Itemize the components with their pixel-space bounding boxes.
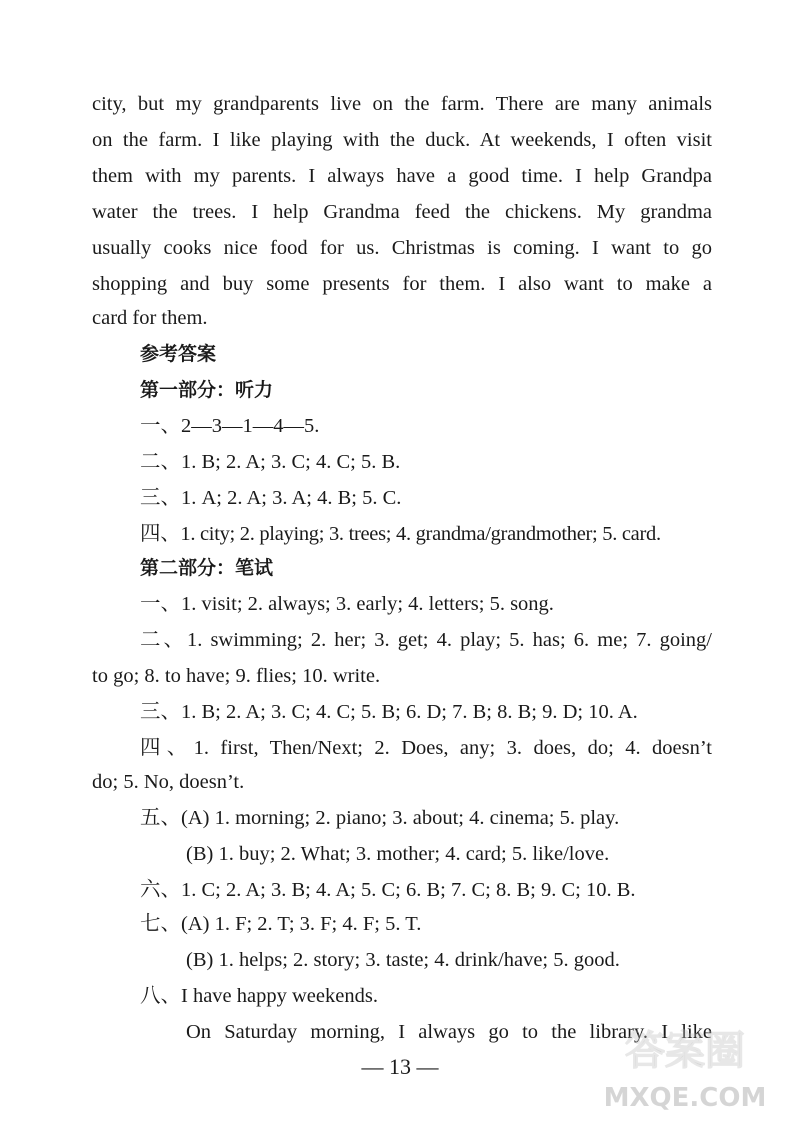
listening-section-heading: 第一部分：听力 — [140, 379, 274, 401]
answer-key-title: 参考答案 — [140, 343, 217, 365]
page-number: — 13 — — [361, 1054, 439, 1079]
listening-answer-4: 四、1. city; 2. playing; 3. trees; 4. grandma/grandmother; 5. card. — [140, 523, 661, 545]
writing-answer-5b: (B) 1. buy; 2. What; 3. mother; 4. card; 5. like/love. — [186, 843, 610, 865]
writing-answer-7a: 七、(A) 1. F; 2. T; 3. F; 4. F; 5. T. — [140, 913, 422, 935]
passage-line-5: usually cooks nice food for us. Christmas is coming. I want to go — [92, 237, 712, 259]
writing-answer-4-line-1: 四、1. first, Then/Next; 2. Does, any; 3. does, do; 4. doesn’t — [140, 737, 712, 759]
writing-answer-7b: (B) 1. helps; 2. story; 3. taste; 4. drink/have; 5. good. — [186, 949, 620, 971]
writing-answer-1: 一、1. visit; 2. always; 3. early; 4. letters; 5. song. — [140, 593, 554, 615]
passage-line-6: shopping and buy some presents for them. I also want to make a — [92, 273, 712, 295]
writing-answer-5a: 五、(A) 1. morning; 2. piano; 3. about; 4. cinema; 5. play. — [140, 807, 620, 829]
passage-line-1: city, but my grandparents live on the farm. There are many animals — [92, 93, 712, 115]
passage-line-7: card for them. — [92, 307, 208, 329]
writing-answer-8-text: On Saturday morning, I always go to the library. I like — [186, 1021, 712, 1043]
passage-line-3: them with my parents. I always have a good time. I help Grandpa — [92, 165, 712, 187]
writing-answer-2-line-2: to go; 8. to have; 9. flies; 10. write. — [92, 665, 381, 687]
writing-answer-3: 三、1. B; 2. A; 3. C; 4. C; 5. B; 6. D; 7. B; 8. B; 9. D; 10. A. — [140, 701, 638, 723]
passage-line-2: on the farm. I like playing with the duck. At weekends, I often visit — [92, 129, 712, 151]
passage-line-4: water the trees. I help Grandma feed the chickens. My grandma — [92, 201, 712, 223]
writing-answer-2-line-1: 二、1. swimming; 2. her; 3. get; 4. play; 5. has; 6. me; 7. going/ — [140, 629, 712, 651]
watermark-text-bottom: MXQE.COM — [603, 1083, 767, 1113]
watermark-logo — [590, 1010, 780, 1120]
writing-answer-6: 六、1. C; 2. A; 3. B; 4. A; 5. C; 6. B; 7. C; 8. B; 9. C; 10. B. — [140, 879, 636, 901]
watermark-text-top: 答案圈 — [625, 1028, 745, 1074]
listening-answer-3: 三、1. A; 2. A; 3. A; 4. B; 5. C. — [140, 487, 402, 509]
listening-answer-2: 二、1. B; 2. A; 3. C; 4. C; 5. B. — [140, 451, 401, 473]
writing-section-heading: 第二部分：笔试 — [140, 557, 274, 579]
writing-answer-4-line-2: do; 5. No, doesn’t. — [92, 771, 245, 793]
writing-answer-8: 八、I have happy weekends. — [140, 985, 378, 1007]
listening-answer-1: 一、2—3—1—4—5. — [140, 415, 320, 437]
